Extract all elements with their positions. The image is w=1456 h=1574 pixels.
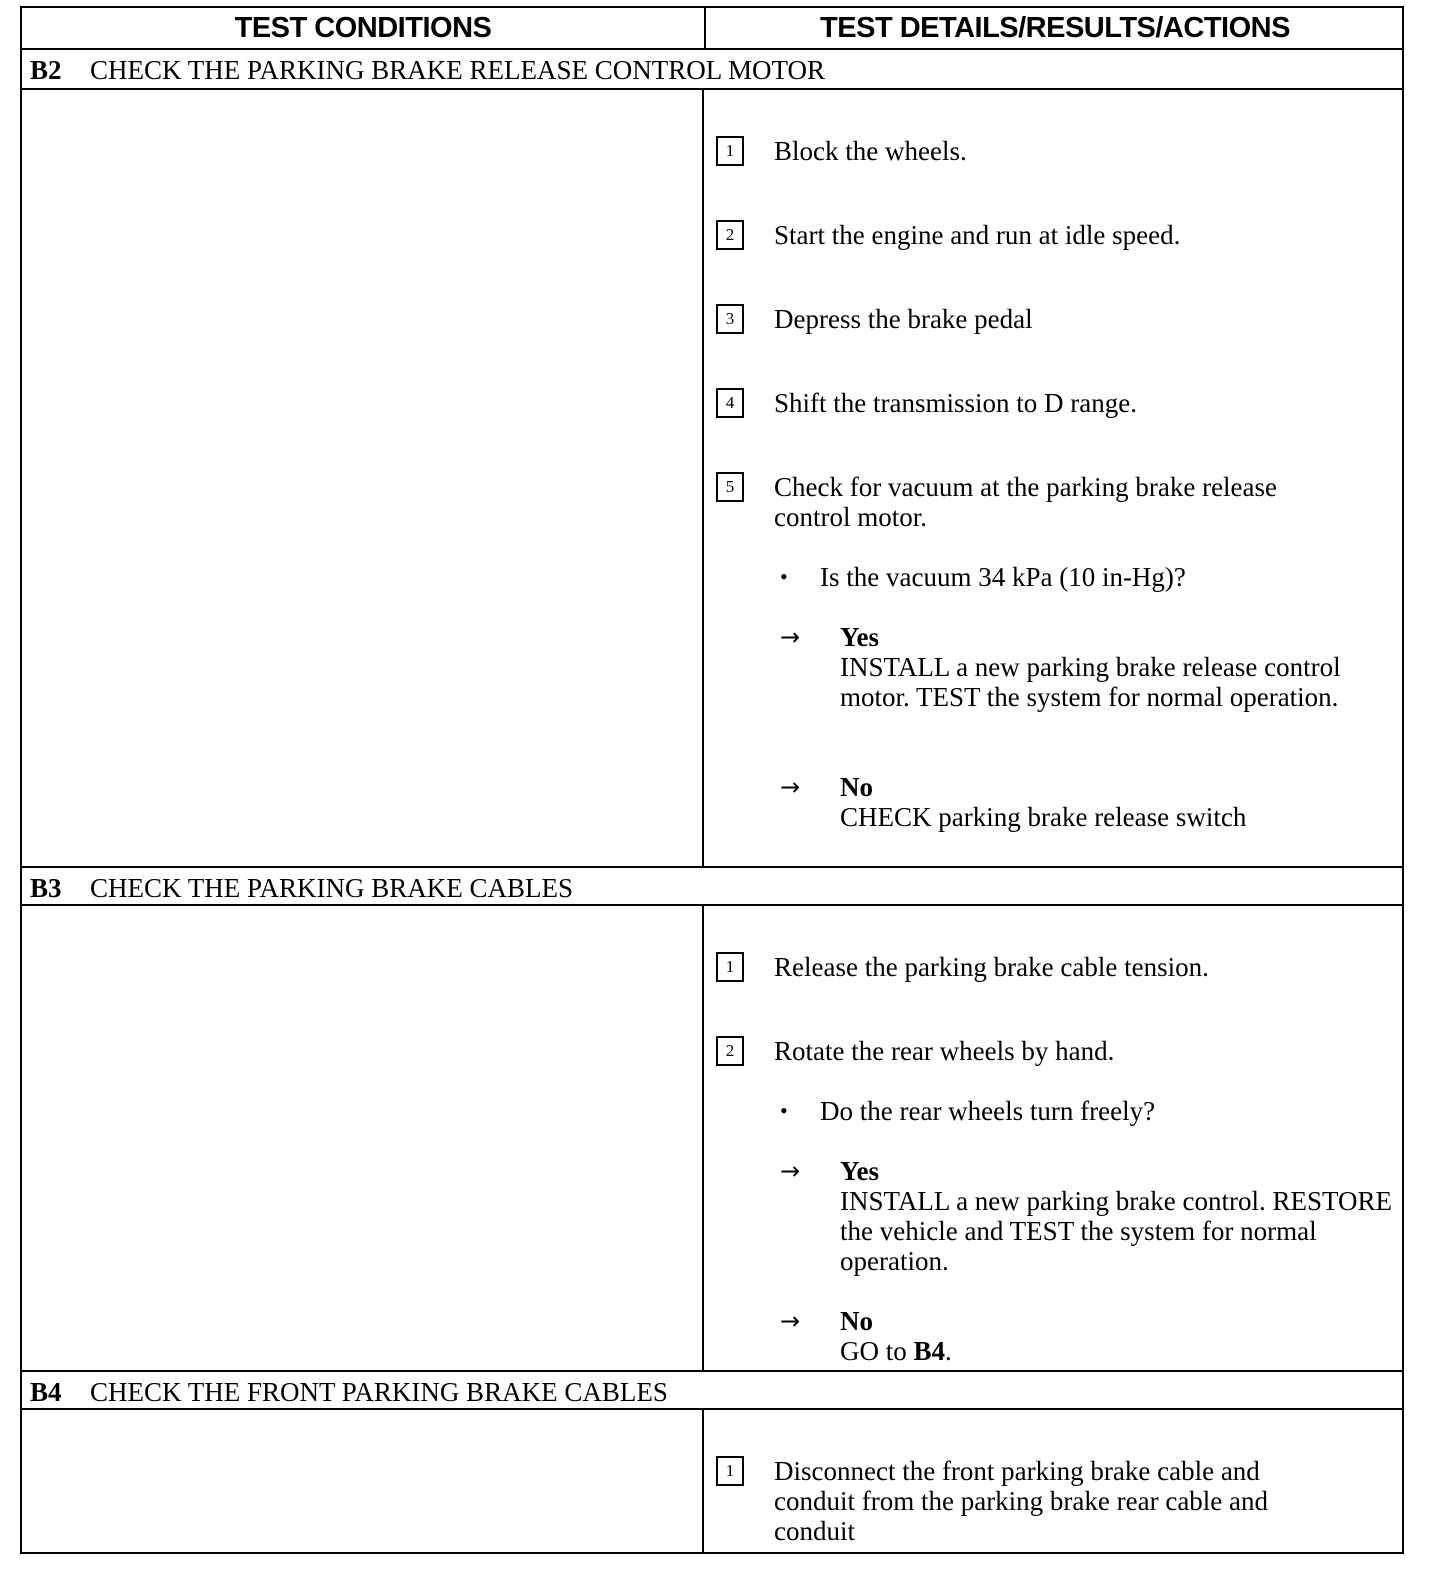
bullet-icon: •	[780, 564, 788, 589]
step-item	[716, 220, 1382, 250]
question-item	[780, 562, 1382, 592]
action-prefix: GO to	[840, 1336, 914, 1366]
test-details-cell	[704, 906, 1402, 1370]
question-text: Do the rear wheels turn freely?	[820, 1096, 1156, 1126]
step-text: Shift the transmission to D range.	[774, 388, 1137, 418]
question-item	[780, 1096, 1382, 1126]
result-label: No	[840, 1306, 873, 1336]
action-reference: B4	[913, 1336, 946, 1366]
table-header	[22, 8, 1402, 50]
result-label: Yes	[840, 1156, 879, 1186]
header-test-conditions: TEST CONDITIONS	[22, 8, 706, 48]
test-conditions-cell	[22, 1410, 704, 1554]
section-code: B2	[30, 55, 62, 85]
result-yes	[780, 622, 1372, 712]
result-label: No	[840, 772, 873, 802]
result-action	[840, 1336, 1382, 1366]
step-item	[716, 388, 1382, 418]
result-no	[780, 1306, 1382, 1366]
step-text: Start the engine and run at idle speed.	[774, 220, 1181, 250]
result-action: INSTALL a new parking brake control. RESTORE the vehicle and TEST the system for normal operation.	[840, 1186, 1392, 1276]
arrow-right-icon: →	[780, 773, 801, 801]
step-text: Release the parking brake cable tension.	[774, 952, 1209, 982]
action-suffix: .	[945, 1336, 952, 1366]
section-b3-body	[22, 906, 1402, 1370]
result-no	[780, 772, 1382, 832]
arrow-right-icon: →	[780, 623, 801, 651]
step-item	[716, 136, 1382, 166]
step-number: 1	[716, 952, 744, 982]
step-number: 1	[716, 1456, 744, 1486]
step-number: 2	[716, 1036, 744, 1066]
bullet-icon: •	[780, 1098, 788, 1123]
arrow-right-icon: →	[780, 1307, 801, 1335]
result-action: INSTALL a new parking brake release control motor. TEST the system for normal operation.	[840, 652, 1341, 712]
test-conditions-cell	[22, 90, 704, 866]
step-item	[716, 304, 1382, 334]
question-text: Is the vacuum 34 kPa (10 in-Hg)?	[820, 562, 1186, 592]
section-b2-title	[22, 50, 1402, 90]
arrow-right-icon: →	[780, 1157, 801, 1185]
step-text: Block the wheels.	[774, 136, 967, 166]
test-details-cell	[704, 90, 1402, 866]
step-text: Rotate the rear wheels by hand.	[774, 1036, 1115, 1066]
step-number: 1	[716, 136, 744, 166]
section-b4-title	[22, 1370, 1402, 1410]
section-title-text: CHECK THE PARKING BRAKE CABLES	[90, 873, 574, 903]
section-title-text: CHECK THE FRONT PARKING BRAKE CABLES	[90, 1377, 668, 1407]
result-label: Yes	[840, 622, 879, 652]
section-b2-body	[22, 90, 1402, 866]
step-number: 5	[716, 472, 744, 502]
step-item	[716, 1036, 1382, 1066]
procedure-table	[20, 6, 1404, 1554]
result-yes	[780, 1156, 1392, 1276]
test-details-cell	[704, 1410, 1402, 1554]
step-text: Check for vacuum at the parking brake release control motor.	[774, 472, 1278, 532]
section-code: B4	[30, 1377, 62, 1407]
step-item	[716, 952, 1382, 982]
section-b3-title	[22, 866, 1402, 906]
test-conditions-cell	[22, 906, 704, 1370]
section-b4-body	[22, 1410, 1402, 1554]
result-action: CHECK parking brake release switch	[840, 802, 1247, 832]
section-code: B3	[30, 873, 62, 903]
step-text: Disconnect the front parking brake cable and conduit from the parking brake rear cable and conduit	[774, 1456, 1269, 1546]
step-item	[716, 1456, 1332, 1546]
section-title-text: CHECK THE PARKING BRAKE RELEASE CONTROL MOTOR	[90, 55, 826, 85]
step-number: 2	[716, 220, 744, 250]
step-text: Depress the brake pedal	[774, 304, 1033, 334]
step-number: 3	[716, 304, 744, 334]
step-item	[716, 472, 1342, 532]
step-number: 4	[716, 388, 744, 418]
header-test-details: TEST DETAILS/RESULTS/ACTIONS	[820, 12, 1290, 44]
